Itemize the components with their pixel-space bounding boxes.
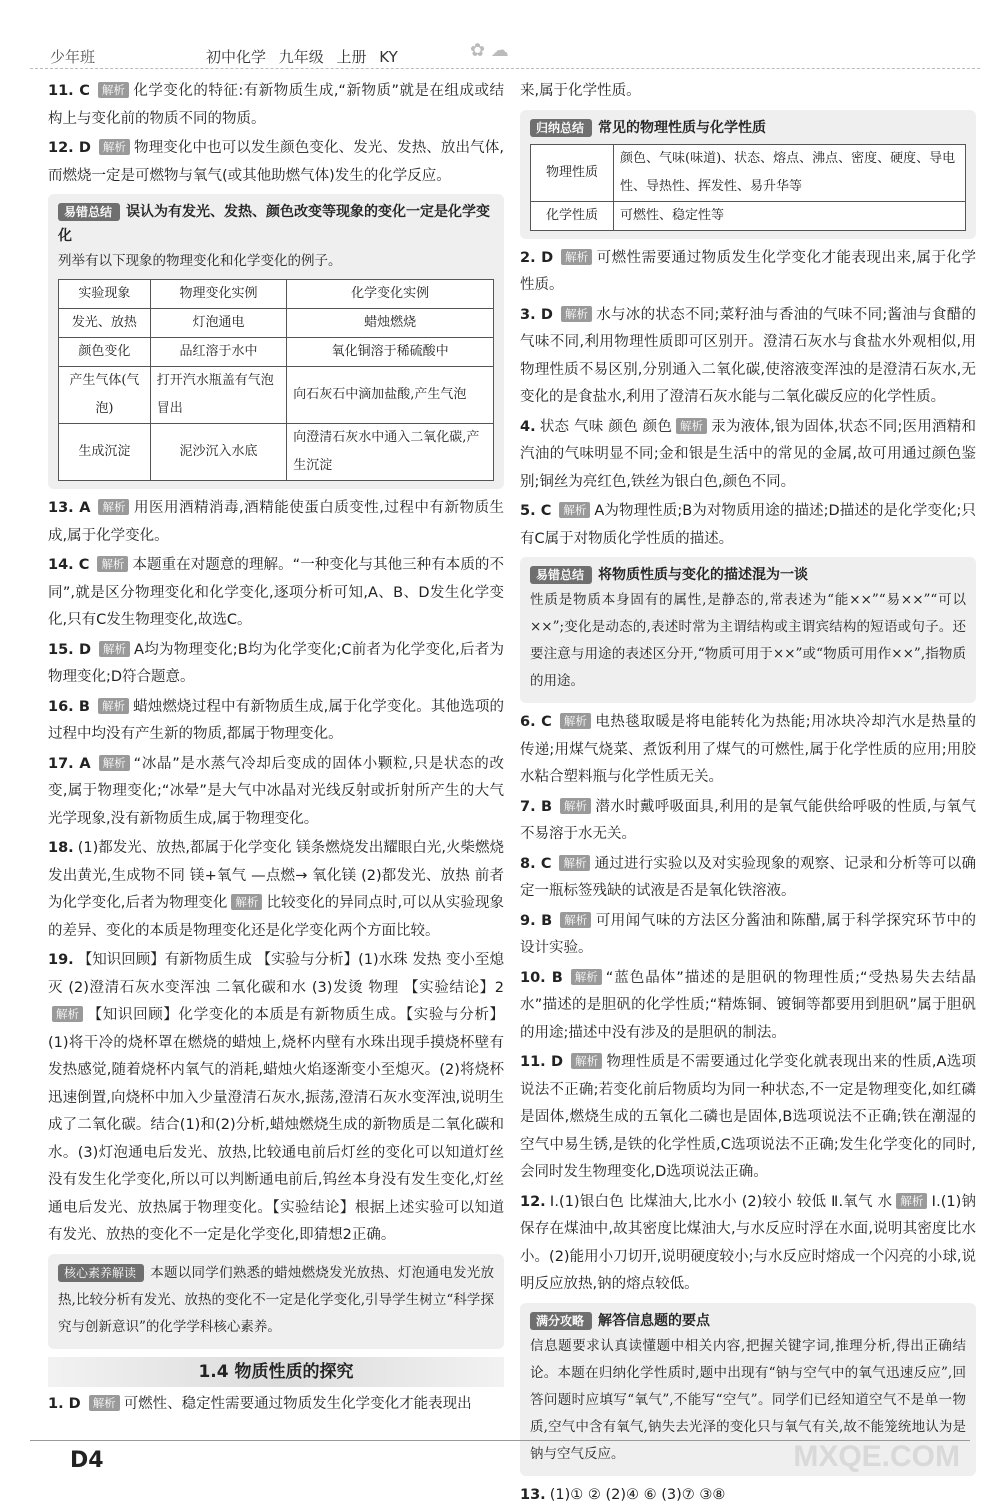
error-summary-box-2 <box>520 557 976 703</box>
table-row: 颜色变化 品红溶于水中 氧化铜溶于稀硫酸中 <box>59 338 494 367</box>
phenomena-table <box>58 279 494 481</box>
table-row: 物理性质 颜色、气味(味道)、状态、熔点、沸点、密度、硬度、导电性、导热性、挥发性、易升华等 <box>531 144 966 201</box>
watermark-logo: MXQE.COM <box>793 1440 960 1473</box>
answer-5: 5. C 解析 A为物理性质;B为对物质用途的描述;D描述的是化学变化;只有C属于对物质化学性质的描述。 <box>520 503 976 547</box>
answer-7: 7. B 解析 潜水时戴呼吸面具,利用的是氧气能供给呼吸的性质,与氧气不易溶于水无关。 <box>520 798 976 842</box>
analysis-tag: 解析 <box>99 139 130 155</box>
properties-table <box>530 144 966 231</box>
answer-number: 12. D <box>48 140 91 156</box>
box-title: 易错总结 误认为有发光、发热、颜色改变等现象的变化一定是化学变化 <box>58 204 491 244</box>
answer-17: 17. A 解析 “冰晶”是水蒸气冷却后变成的固体小颗粒,只是状态的改变,属于物理变化;“冰晕”是大气中冰晶对光线反射或折射所产生的大气光学现象,没有新物质生成,属于物理变化。 <box>48 755 504 827</box>
box-text: 性质是物质本身固有的属性,是静态的,常表述为“能××”“易××”“可以××”;变化是动态的,表述时常为主谓结构或主谓宾结构的短语或句子。还要注意与用途的表述区分开,“物质可用于××”或“物质可用作××”,指物质的用途。 <box>530 592 966 689</box>
answer-11 <box>48 78 504 133</box>
induction-summary-badge: 归纳总结 <box>530 119 592 137</box>
brand-logo: 少年班 <box>50 48 96 66</box>
box-intro: 列举有以下现象的物理变化和化学变化的例子。 <box>58 253 342 269</box>
answer-15: 15. D 解析 A均为物理变化;B均为化学变化;C前者为化学变化,后者为物理变化;D符合题意。 <box>48 641 504 685</box>
answer-16: 16. B 解析 蜡烛燃烧过程中有新物质生成,属于化学变化。其他选项的过程中均没有产生新的物质,都属于物理变化。 <box>48 698 505 742</box>
answer-19: 19. 【知识回顾】有新物质生成 【实验与分析】(1)水珠 发热 变小至熄灭 (2)澄清石灰水变浑浊 二氧化碳和水 (3)发烫 物理 【实验结论】2解析 【知识回顾】化学变化的本质是有新物质生成。【实验与分析】(1)将干冷的烧杯罩在燃烧的蜡烛上,烧杯内壁有水珠出现手摸烧杯壁有发热感觉,随着烧杯内氧气的消耗,蜡烛火焰逐渐变小至熄灭。(2)将烧杯迅速倒置,向烧杯中加入少量澄清石灰水,振荡,澄清石灰水变浑浊,说明生成了二氧化碳。结合(1)和(2)分析,蜡烛燃烧生成的新物质是二氧化碳和水。(3)灯泡通电后发光、放热,比较通电前后灯丝的变化可以知道灯丝没有发生化学变化,所以可以判断通电前后,钨丝本身没有发生变化,灯丝通电后发光、放热属于物理变化。【实验结论】根据上述实验可以知道有发光、放热的变化不一定是化学变化,即猜想2正确。 <box>48 952 504 1243</box>
table-header: 物理变化实例 <box>150 280 286 309</box>
core-literacy-box: 核心素养解读 本题以同学们熟悉的蜡烛燃烧发光放热、灯泡通电发光放热,比较分析有发光、放热的变化不一定是化学变化,引导学生树立“科学探究与创新意识”的化学学科核心素养。 <box>48 1254 504 1349</box>
page-header <box>30 40 980 80</box>
answer-9: 9. B 解析 可用闻气味的方法区分酱油和陈醋,属于科学探究环节中的设计实验。 <box>520 912 977 956</box>
core-literacy-badge: 核心素养解读 <box>58 1264 144 1282</box>
answer-12b: 12. Ⅰ.(1)银白色 比煤油大,比水小 (2)较小 较低 Ⅱ.氧气 水 解析 Ⅰ.(1)钠保存在煤油中,故其密度比煤油大,与水反应时浮在水面,说明其密度比水小。(2)能用小刀切开,说明硬度较小;与水反应时熔成一个闪亮的小球,说明反应放热,钠的熔点较低。 <box>520 1193 976 1292</box>
analysis-tag: 解析 <box>98 82 129 98</box>
section-title: 1.4 物质性质的探究 <box>48 1357 504 1387</box>
page-number: D4 <box>70 1448 104 1473</box>
box-title: 常见的物理性质与化学性质 <box>598 119 767 136</box>
table-header-row <box>59 280 494 309</box>
answer-13: 13. A 解析 用医用酒精消毒,酒精能使蛋白质变性,过程中有新物质生成,属于化学变化。 <box>48 500 504 544</box>
table-row: 化学性质 可燃性、稳定性等 <box>531 201 966 230</box>
answer-13b: 13. (1)① ② (2)④ ⑥ (3)⑦ ③⑧ <box>520 1486 726 1503</box>
answer-18: 18. (1)都发光、放热,都属于化学变化 镁条燃烧发出耀眼白光,火柴燃烧发出黄光,生成物不同 镁+氧气 —点燃→ 氧化镁 (2)都发光、放热 前者为化学变化,后者为物理变化 解析 比较变化的异同点时,可以从实验现象的差异、变化的本质是物理变化还是化学变化两个方面比较。 <box>48 840 505 939</box>
box-title: 将物质性质与变化的描述混为一谈 <box>598 567 809 583</box>
table-row: 发光、放热 灯泡通电 蜡烛燃烧 <box>59 309 494 338</box>
header-divider <box>30 68 980 69</box>
answer-12 <box>48 135 504 190</box>
induction-summary-box <box>520 110 976 239</box>
error-summary-badge: 易错总结 <box>530 566 592 584</box>
error-summary-badge: 易错总结 <box>58 203 120 221</box>
answer-11b: 11. D 解析 物理性质是不需要通过化学变化就表现出来的性质,A选项说法不正确;若变化前后物质均为同一种状态,不一定是物理变化,如红磷是固体,燃烧生成的五氧化二磷也是固体,B选项说法不正确;铁在潮湿的空气中易生锈,是铁的化学性质,C选项说法不正确;发生化学变化的同时,会同时发生物理变化,D选项说法正确。 <box>520 1054 976 1180</box>
answer-3: 3. D 解析 水与冰的状态不同;菜籽油与香油的气味不同;酱油与食醋的气味不同,利用物理性质即可区别开。澄清石灰水与食盐水外观相似,用物理性质不易区别,分别通入二氧化碳,使溶液变浑浊的是澄清石灰水,无变化的是食盐水,利用了澄清石灰水能与二氧化碳反应的化学性质。 <box>520 306 976 405</box>
answer-1-continued: 来,属于化学性质。 <box>520 83 641 99</box>
table-row: 产生气体(气泡) 打开汽水瓶盖有气泡冒出 向石灰石中滴加盐酸,产生气泡 <box>59 367 494 424</box>
answer-1: 1. D 解析 可燃性、稳定性需要通过物质发生化学变化才能表现出 <box>48 1395 472 1412</box>
error-summary-box <box>48 194 504 489</box>
answer-4: 4. 状态 气味 颜色 颜色 解析 汞为液体,银为固体,状态不同;医用酒精和汽油的气味明显不同;金和银是生活中的常见的金属,故可用通过颜色鉴别;铜丝为亮红色,铁丝为银白色,颜色不同。 <box>520 418 976 490</box>
book-title: 初中化学 九年级 上册 KY <box>206 48 398 66</box>
box-title: 解答信息题的要点 <box>598 1312 711 1329</box>
table-header: 实验现象 <box>59 280 151 309</box>
right-column <box>520 78 976 1511</box>
box-text: 信息题要求认真读懂题中相关内容,把握关键字词,推理分析,得出正确结论。本题在归纳化学性质时,题中出现有“钠与空气中的氧气迅速反应”,回答问题时应填写“氧气”,不能写“空气”。同学们已经知道空气不是单一物质,空气中含有氧气,钠失去光泽的变化只与氧气有关,故不能笼统地认为是钠与空气反应。 <box>530 1337 966 1462</box>
table-row: 生成沉淀 泥沙沉入水底 向澄清石灰水中通入二氧化碳,产生沉淀 <box>59 424 494 481</box>
table-header: 化学变化实例 <box>287 280 494 309</box>
answer-10: 10. B 解析 “蓝色晶体”描述的是胆矾的物理性质;“受热易失去结晶水”描述的是胆矾的化学性质;“精炼铜、镀铜等都要用到胆矾”属于胆矾的用途;描述中没有涉及的是胆矾的制法。 <box>520 969 976 1041</box>
answer-6: 6. C 解析 电热毯取暖是将电能转化为热能;用冰块冷却汽水是热量的传递;用煤气烧菜、煮饭利用了煤气的可燃性,属于化学性质的应用;用胶水粘合塑料瓶与化学性质无关。 <box>520 714 976 785</box>
decoration-icon: ✿ ☁ <box>470 40 509 61</box>
page-footer <box>30 1440 970 1480</box>
left-column <box>48 78 504 1420</box>
answer-number: 11. C <box>48 83 90 99</box>
answer-text: 化学变化的特征:有新物质生成,“新物质”就是在组成或结构上与变化前的物质不同的物质。 <box>48 83 504 127</box>
answer-8: 8. C 解析 通过进行实验以及对实验现象的观察、记录和分析等可以确定一瓶标签残缺的试液是否是氧化铁溶液。 <box>520 855 976 899</box>
answer-text: 物理变化中也可以发生颜色变化、发光、发热、放出气体,而燃烧一定是可燃物与氧气(或其他助燃气体)发生的化学反应。 <box>48 140 504 184</box>
answer-14: 14. C 解析 本题重在对题意的理解。“一种变化与其他三种有本质的不同”,就是区分物理变化和化学变化,逐项分析可知,A、B、D发生化学变化,只有C发生物理变化,故选C。 <box>48 557 504 628</box>
full-score-badge: 满分攻略 <box>530 1312 592 1330</box>
answer-2: 2. D 解析 可燃性需要通过物质发生化学变化才能表现出来,属于化学性质。 <box>520 249 976 293</box>
